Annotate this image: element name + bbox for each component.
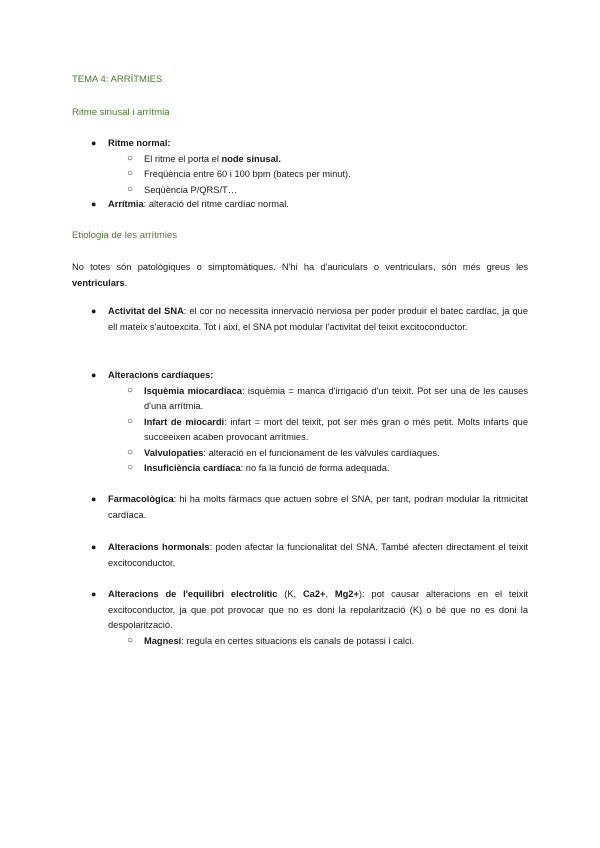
- list-item-farmacologica: ● Farmacològica: hi ha molts fàrmacs que actuen sobre el SNA, per tant, podran modular la ritmicitat cardíaca.: [91, 494, 528, 520]
- bullet-icon: ●: [91, 138, 97, 148]
- list-item-electrolitic: ● Alteracions de l'equilibri electrolític (K, Ca2+, Mg2+): pot causar alteracions en el teixit excitoconductor, ja que pot provocar que no es doni la repolarització (K) o bé que no es doni la despolarització. ○ Magnesi: regula en certes situacions els canals de potassi i calci.: [108, 587, 528, 649]
- intro-paragraph: No totes són patològiques o simptomàtiques. N'hi ha d'auriculars o ventriculars, són més greus les ventriculars.: [72, 262, 528, 288]
- bullet-icon: ●: [91, 370, 97, 380]
- list-item-sna: ● Activitat del SNA: el cor no necessita innervació nerviosa per poder produir el batec cardíac, ja que ell mateix s'autoexcita. Tot i així, el SNA pot modular l'activitat del teixit excitoconductor.: [91, 306, 528, 332]
- circle-bullet-icon: ○: [127, 384, 134, 396]
- item-label: Ritme normal:: [108, 138, 171, 148]
- sub-item: ○ Seqüència P/QRS/T…: [144, 183, 528, 199]
- circle-bullet-icon: ○: [127, 634, 134, 646]
- document-title: TEMA 4: ARRÍTMIES: [72, 74, 163, 85]
- circle-bullet-icon: ○: [127, 152, 134, 164]
- list-item-alteracions-cardiaques: ● Alteracions cardíaques: ○ Isquèmia miocardíaca: isquèmia = manca d'irrigació d'un teixit. Pot ser una de les causes d'una arrítmia. ○ Infart de miocardi: infart = mort del teixit, pot ser més gran o més petit. Molts infarts que succeeixen acaben provocant arrítmies. ○ Valvulopaties: alteració en el funcionament de les vàlvules cardíaques. ○ Insuficiència cardíaca: no fa la funció de forma adequada.: [108, 368, 528, 477]
- list-item-arritmia: ● Arrítmia: alteració del ritme cardíac normal.: [108, 197, 528, 213]
- sub-item: ○ Insuficiència cardíaca: no fa la funció de forma adequada.: [144, 461, 528, 477]
- sub-item: ○ Infart de miocardi: infart = mort del teixit, pot ser més gran o més petit. Molts infarts que succeeixen acaben provocant arrítmies.: [127, 415, 528, 442]
- sub-item: ○ Magnesi: regula en certes situacions els canals de potassi i calci.: [144, 634, 528, 650]
- bullet-icon: ●: [91, 589, 97, 599]
- sub-item: ○ Valvulopaties: alteració en el funcionament de les vàlvules cardíaques.: [144, 446, 528, 462]
- bullet-icon: ●: [91, 306, 97, 316]
- circle-bullet-icon: ○: [127, 183, 134, 195]
- circle-bullet-icon: ○: [127, 446, 134, 458]
- sub-item: ○ El ritme el porta el node sinusal.: [144, 152, 528, 168]
- list-item-ritme-normal: [91, 136, 528, 198]
- section-heading-etiologia: Etiologia de les arrítmies: [72, 230, 178, 241]
- list-item-hormonals: ● Alteracions hormonals: poden afectar la funcionalitat del SNA. També afecten directament el teixit excitoconductor.: [91, 542, 528, 568]
- sub-item: ○ Isquèmia miocardíaca: isquèmia = manca d'irrigació d'un teixit. Pot ser una de les causes d'una arrítmia.: [127, 384, 528, 411]
- section-heading-sinus: Ritme sinusal i arrítmia: [72, 107, 170, 118]
- bullet-icon: ●: [91, 494, 97, 504]
- bullet-icon: ●: [91, 199, 97, 209]
- circle-bullet-icon: ○: [127, 462, 134, 473]
- circle-bullet-icon: ○: [127, 415, 134, 427]
- circle-bullet-icon: ○: [127, 168, 134, 179]
- sub-item: ○ Freqüència entre 60 i 100 bpm (batecs per minut).: [144, 167, 528, 183]
- bullet-icon: ●: [91, 542, 97, 552]
